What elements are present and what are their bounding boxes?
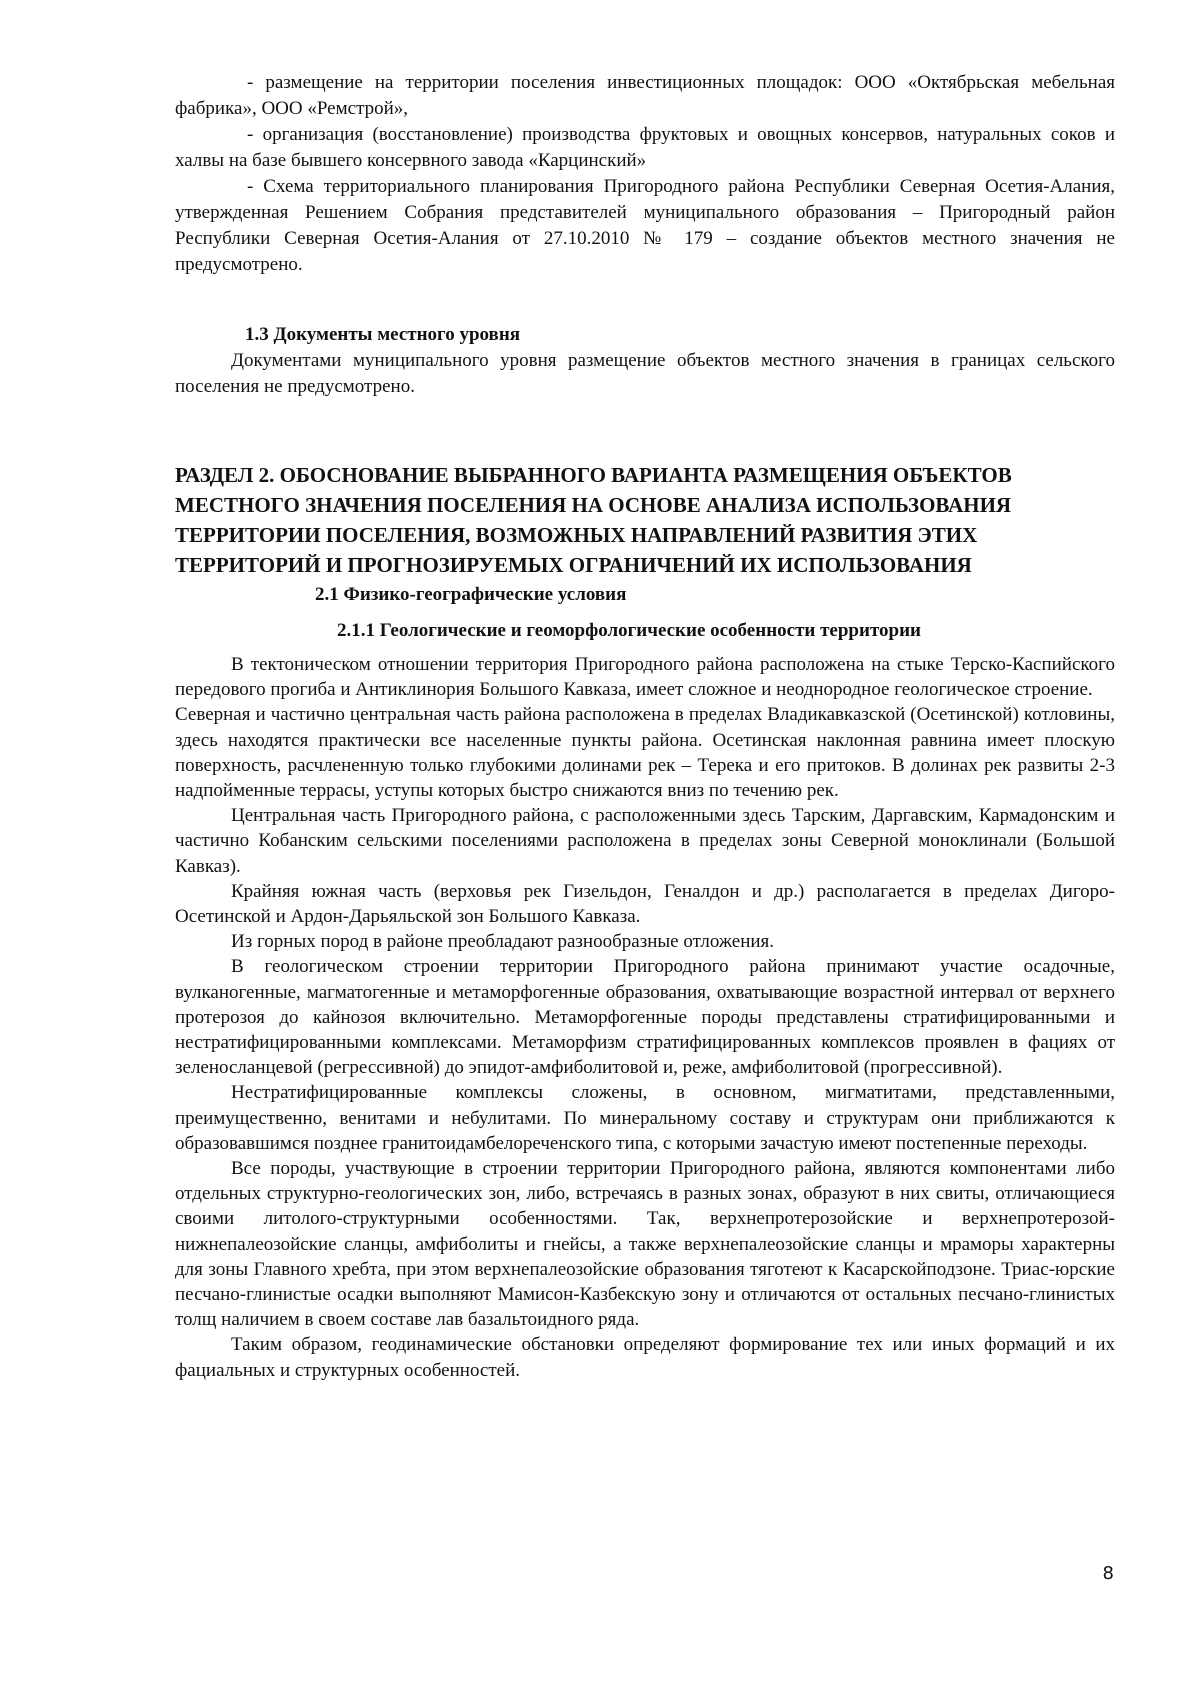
spacer — [175, 278, 1115, 322]
section-2-heading-line: МЕСТНОГО ЗНАЧЕНИЯ ПОСЕЛЕНИЯ НА ОСНОВЕ АНАЛИЗА ИСПОЛЬЗОВАНИЯ — [175, 493, 1012, 517]
section-2-heading-line: ТЕРРИТОРИЙ И ПРОГНОЗИРУЕМЫХ ОГРАНИЧЕНИЙ ИХ ИСПОЛЬЗОВАНИЯ — [175, 553, 972, 577]
heading-2-1: 2.1 Физико-географические условия — [315, 584, 627, 605]
paragraph-territorial-scheme: - Схема территориального планирования Пригородного района Республики Северная Осетия-Алания, утвержденная Решением Собрания представителей муниципального образования – Пригородный район Республики Северная Осетия-Алания от 27.10.2010 № 179 – создание объектов местного значения не предусмотрено. — [175, 176, 1115, 275]
section-2-heading-line: ТЕРРИТОРИИ ПОСЕЛЕНИЯ, ВОЗМОЖНЫХ НАПРАВЛЕНИЙ РАЗВИТИЯ ЭТИХ — [175, 523, 978, 547]
paragraph-nonstratified: Нестратифицированные комплексы сложены, в основном, мигматитами, представленными, преимущественно, венитами и небулитами. По минеральному составу и структурам они приближаются к образовавшимся позднее гранитоидамбелореченского типа, с которыми зачастую имеют постепенные переходы. — [175, 1082, 1115, 1154]
heading-1-3: 1.3 Документы местного уровня — [245, 324, 521, 345]
paragraph-all-rocks: Все породы, участвующие в строении территории Пригородного района, являются компонентами либо отдельных структурно-геологических зон, либо, встречаясь в разных зонах, образуют в них свиты, отличающиеся своими литолого-структурными особенностями. Так, верхнепротерозойские и верхнепротерозой-нижнепалеозойские сланцы, амфиболиты и гнейсы, а также верхнепалеозойские сланцы и мраморы характерны для зоны Главного хребта, при этом верхнепалеозойские образования тяготеют к Касарскойподзоне. Триас-юрские песчано-глинистые осадки выполняют Мамисон-Казбекскую зону и отличаются от остальных песчано-глинистых толщ наличием в своем составе лав базальтоидного ряда. — [175, 1158, 1115, 1331]
paragraph-northern-part: Северная и частично центральная часть района расположена в пределах Владикавказской (Осетинской) котловины, здесь находятся практически все населенные пункты района. Осетинская наклонная равнина имеет плоскую поверхность, расчлененную только глубокими долинами рек – Терека и его притоков. В долинах рек развиты 2-3 надпойменные террасы, уступы которых быстро снижаются вниз по течению рек. — [175, 704, 1115, 802]
paragraph-conclusion: Таким образом, геодинамические обстановки определяют формирование тех или иных формаций и их фациальных и структурных особенностей. — [175, 1334, 1115, 1381]
paragraph-local-documents: Документами муниципального уровня размещение объектов местного значения в границах сельского поселения не предусмотрено. — [175, 350, 1115, 397]
paragraph-southern-part: Крайняя южная часть (верховья рек Гизельдон, Геналдон и др.) располагается в пределах Дигоро-Осетинской и Ардон-Дарьяльской зон Большого Кавказа. — [175, 880, 1115, 928]
section-2-heading-line: РАЗДЕЛ 2. ОБОСНОВАНИЕ ВЫБРАННОГО ВАРИАНТА РАЗМЕЩЕНИЯ ОБЪЕКТОВ — [175, 463, 1012, 487]
document-page — [175, 70, 1115, 1383]
heading-2-1-1: 2.1.1 Геологические и геоморфологические особенности территории — [337, 620, 921, 641]
page-number: 8 — [1102, 1563, 1114, 1584]
paragraph-rocks: Из горных пород в районе преобладают разнообразные отложения. — [231, 931, 775, 953]
paragraph-geological-structure: В геологическом строении территории Пригородного района принимают участие осадочные, вулканогенные, магматогенные и метаморфогенные образования, охватывающие возрастной интервал от верхнего протерозоя до кайнозоя включительно. Метаморфогенные породы представлены стратифицированными и нестратифицированными комплексами. Метаморфизм стратифицированных комплексов проявлен в фациях от зеленосланцевой (регрессивной) до эпидот-амфиболитовой и, реже, амфиболитовой (прогрессивной). — [175, 956, 1115, 1079]
section-2-heading — [175, 460, 1115, 580]
paragraph-investment-sites: - размещение на территории поселения инвестиционных площадок: ООО «Октябрьская мебельная фабрика», ООО «Ремстрой», — [175, 72, 1115, 119]
paragraph-cannery: - организация (восстановление) производства фруктовых и овощных консервов, натуральных соков и халвы на базе бывшего консервного завода «Карцинский» — [175, 124, 1115, 171]
spacer — [175, 400, 1115, 460]
paragraph-tectonics: В тектоническом отношении территория Пригородного района расположена на стыке Терско-Каспийского передового прогиба и Антиклинория Большого Кавказа, имеет сложное и неоднородное геологическое строение. — [175, 654, 1115, 701]
section-2-body — [175, 652, 1115, 1383]
paragraph-central-part: Центральная часть Пригородного района, с расположенными здесь Тарским, Даргавским, Кармадонским и частично Кобанским сельскими поселениями расположена в пределах зоны Северной моноклинали (Большой Кавказ). — [175, 805, 1115, 877]
